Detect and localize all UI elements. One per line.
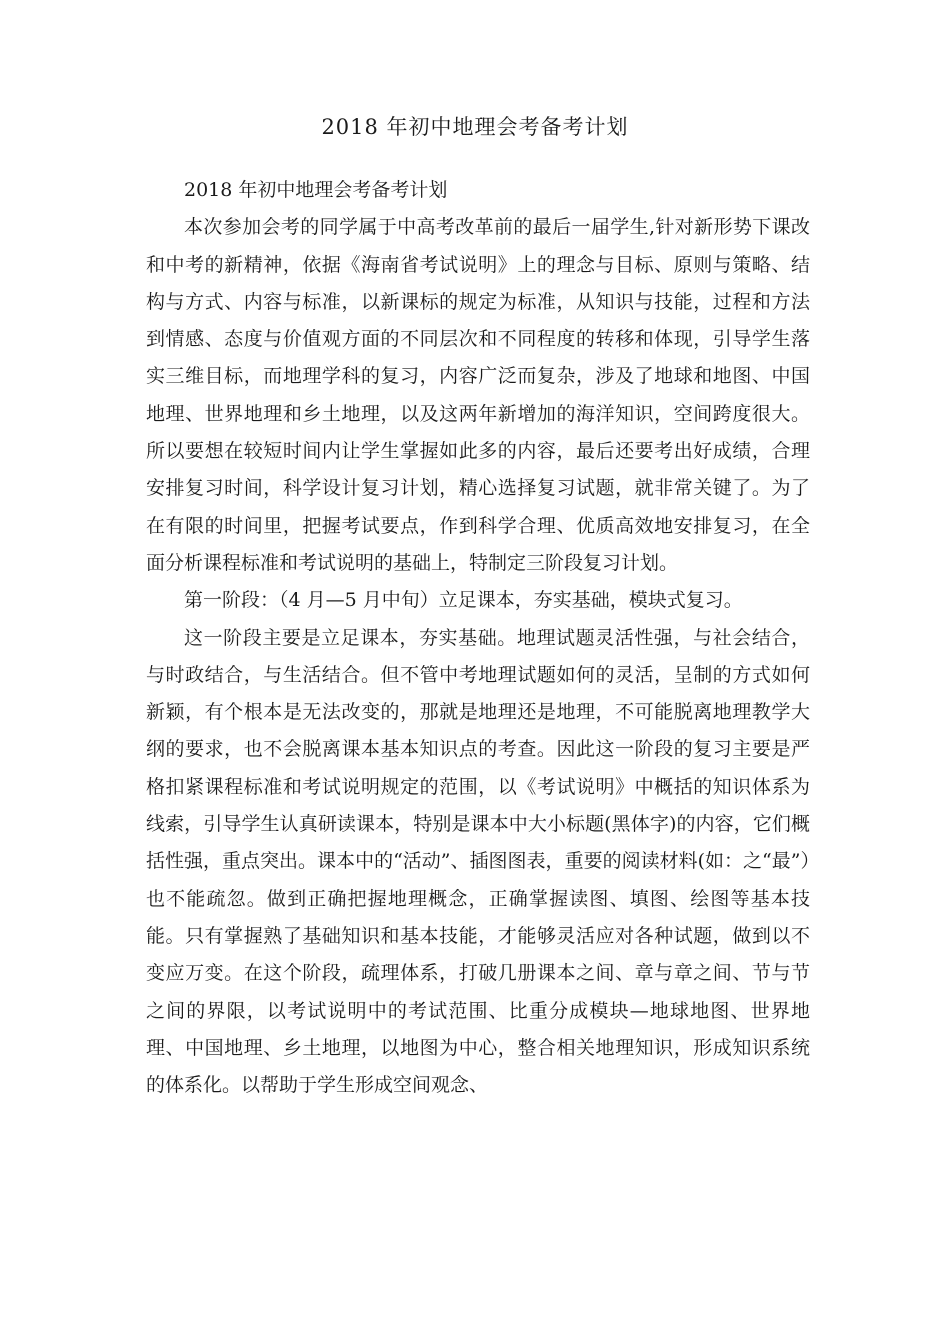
document-title: 2018 年初中地理会考备考计划 [321, 115, 629, 139]
paragraph-heading: 2018 年初中地理会考备考计划 [184, 179, 448, 201]
paragraph-stage-one-heading: 第一阶段：（4 月—5 月中旬）立足课本，夯实基础，模块式复习。 [184, 589, 743, 612]
paragraph-stage-one-body: 这一阶段主要是立足课本，夯实基础。地理试题灵活性强，与社会结合，与时政结合，与生活结合。但不管中考地理试题如何的灵活，呈制的方式如何新颖，有个根本是无法改变的，那就是地理还是地理，不可能脱离地理教学大纲的要求，也不会脱离课本基本知识点的考查。因此这一阶段的复习主要是严格扣紧课程标准和考试说明规定的范围，以《考试说明》中概括的知识体系为线索，引导学生认真研读课本，特别是课本中大小标题(黑体字)的内容，它们概括性强，重点突出。课本中的“活动”、插图图表，重要的阅读材料(如：之“最”）也不能疏忽。做到正确把握地理概念，正确掌握读图、填图、绘图等基本技能。只有掌握熟了基础知识和基本技能，才能够灵活应对各种试题，做到以不变应万变。在这个阶段，疏理体系，打破几册课本之间、章与章之间、节与节之间的界限，以考试说明中的考试范围、比重分成模块—地球地图、世界地理、中国地理、乡土地理，以地图为中心，整合相关地理知识，形成知识系统的体系化。以帮助于学生形成空间观念、 [146, 626, 810, 1097]
document-body [146, 172, 810, 1104]
paragraph-intro: 本次参加会考的同学属于中高考改革前的最后一届学生,针对新形势下课改和中考的新精神，依据《海南省考试说明》上的理念与目标、原则与策略、结构与方式、内容与标准，以新课标的规定为标准，从知识与技能，过程和方法到情感、态度与价值观方面的不同层次和不同程度的转移和体现，引导学生落实三维目标，而地理学科的复习，内容广泛而复杂，涉及了地球和地图、中国地理、世界地理和乡土地理，以及这两年新增加的海洋知识，空间跨度很大。所以要想在较短时间内让学生掌握如此多的内容，最后还要考出好成绩，合理安排复习时间，科学设计复习计划，精心选择复习试题，就非常关键了。为了在有限的时间里，把握考试要点，作到科学合理、优质高效地安排复习，在全面分析课程标准和考试说明的基础上，特制定三阶段复习计划。 [146, 216, 810, 574]
